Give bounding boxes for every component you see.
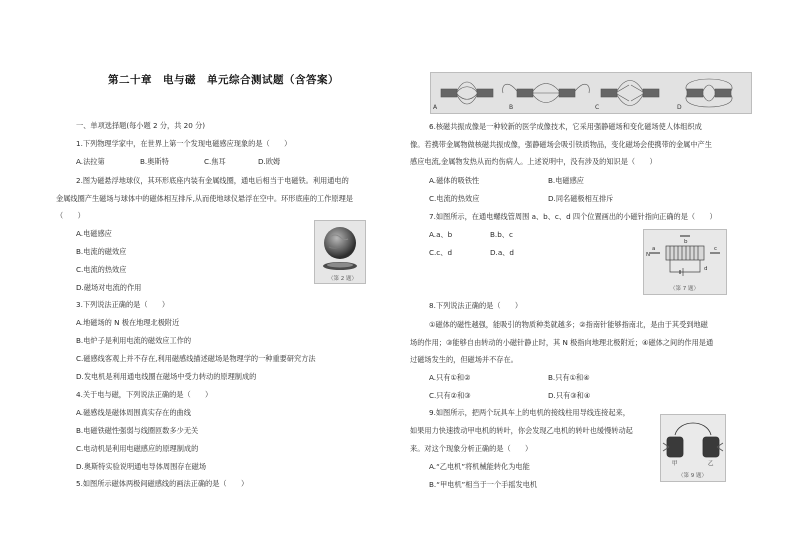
q7-option-b: B.b、c [490,230,513,239]
q2-option-b: B.电流的磁效应 [76,247,127,256]
q9-figure-caption: （第 9 题） [678,473,707,479]
q8-option-c: C.只有②和③ [429,391,471,400]
page-title: 第二十章 电与磁 单元综合测试题（含答案） [108,74,339,86]
q2-option-d: D.磁场对电流的作用 [76,283,142,292]
q7-option-a: A.a、b [429,230,453,239]
q5-figure-label-b: B [509,104,514,111]
q8-stem: 8.下列说法正确的是（ ） [429,301,523,310]
q2-option-a: A.电磁感应 [76,229,112,238]
q9-stem-line3: 来。对这个现象分析正确的是（ ） [410,444,533,453]
q3-option-a: A.地磁场的 N 极在地理北极附近 [76,318,180,327]
q6-stem-line2: 像。若携带金属物做核磁共振成像，强静磁场会吸引铁质物品，变化磁场会使携带的金属中产生 [410,140,712,149]
q4-option-b: B.电磁铁磁性强弱与线圈匝数多少无关 [76,426,199,435]
q5-figure-label-d: D [677,104,682,111]
q5-figure-label-a: A [433,104,438,111]
field-lines-illustration [431,73,751,113]
q8-option-b: B.只有①和④ [548,373,590,382]
q1-option-b: B.奥斯特 [140,157,169,166]
q8-option-a: A.只有①和② [429,373,471,382]
q8-line1: ①磁体的磁性越强，能吸引的物质种类就越多；②指南针能够指南北，是由于其受到地磁 [429,320,708,329]
q9-stem-line1: 9.如图所示，把两个玩具车上的电机的接线柱用导线连接起来， [429,408,630,417]
q7-figure-solenoid [643,229,727,295]
q8-option-d: D.只有③和④ [548,391,591,400]
q6-stem-line3: 感应电流,金属物发热从而灼伤病人。上述说明中，没有涉及的知识是（ ） [410,157,657,166]
q5-stem: 5.如图所示磁体两极间磁感线的画法正确的是（ ） [76,479,249,488]
q2-stem-line3: （ ） [56,211,85,220]
q2-option-c: C.电流的热效应 [76,265,127,274]
q7-stem: 7.如图所示，在通电螺线管周围 a、b、c、d 四个位置画出的小磁针指向正确的是（ ） [429,212,717,221]
q3-option-c: C.磁感线客观上并不存在,利用磁感线描述磁场是物理学的一种重要研究方法 [76,354,316,363]
q3-option-d: D.发电机是利用通电线圈在磁场中受力转动的原理制成的 [76,372,257,381]
q9-stem-line2: 如果用力快速拨动甲电机的转叶，你会发现乙电机的转叶也缓慢转动起 [410,426,633,435]
q4-option-a: A.磁感线是磁体周围真实存在的曲线 [76,408,191,417]
q2-figure-globe [314,220,366,284]
q7-figure-label-n: N [646,252,651,258]
q6-stem-line1: 6.核磁共振成像是一种较新的医学成像技术，它采用强静磁场和变化磁场使人体组织成 [429,122,702,131]
q4-stem: 4.关于电与磁，下列说法正确的是（ ） [76,390,213,399]
q9-figure-label-yi: 乙 [708,461,714,467]
q9-figure-label-jia: 甲 [672,461,678,467]
q7-figure-label-d: d [704,266,708,272]
q9-option-a: A.“乙电机”将机械能转化为电能 [429,462,530,471]
q6-option-b: B.电磁感应 [548,176,584,185]
q5-figure-field-lines [430,72,752,114]
q8-line2: 场的作用；③能够自由转动的小磁针静止时，其 N 极指向地理北极附近；④磁体之间的作用是通 [410,338,714,347]
q1-option-a: A.法拉第 [76,157,105,166]
q4-option-d: D.奥斯特实验说明通电导体周围存在磁场 [76,462,207,471]
q7-option-d: D.a、d [490,248,514,257]
q9-figure-motors [660,414,726,482]
q1-option-c: C.焦耳 [204,157,226,166]
q2-stem-line2: 金属线圈产生磁场与球体中的磁体相互排斥,从而使地球仪悬浮在空中。环形底座的工作原理是 [56,194,353,203]
q9-option-b: B.“甲电机”相当于一个手摇发电机 [429,480,538,489]
section-heading: 一、单项选择题(每小题 2 分，共 20 分) [76,121,206,130]
q2-stem-line1: 2.图为磁悬浮地球仪，其环形底座内装有金属线圈，通电后相当于电磁铁。利用通电的 [76,176,349,185]
q7-figure-label-a: a [652,246,656,252]
q8-line3: 过磁场发生的，但磁场并不存在。 [410,355,518,364]
q3-stem: 3.下列说法正确的是（ ） [76,300,170,309]
q7-figure-label-c: c [714,246,718,252]
q6-option-c: C.电流的热效应 [429,194,480,203]
q3-option-b: B.电炉子是利用电流的磁效应工作的 [76,336,192,345]
q6-option-d: D.同名磁极相互排斥 [548,194,614,203]
q7-option-c: C.c、d [429,248,453,257]
q5-figure-label-c: C [595,104,600,111]
q7-figure-label-b: b [684,239,688,245]
q7-figure-caption: （第 7 题） [670,286,699,292]
q1-option-d: D.欧姆 [258,157,281,166]
q6-option-a: A.磁体的吸铁性 [429,176,480,185]
q1-stem: 1.下列物理学家中，在世界上第一个发现电磁感应现象的是（ ） [76,139,292,148]
q4-option-c: C.电动机是利用电磁感应的原理制成的 [76,444,199,453]
q2-figure-caption: （第 2 题） [328,276,357,282]
